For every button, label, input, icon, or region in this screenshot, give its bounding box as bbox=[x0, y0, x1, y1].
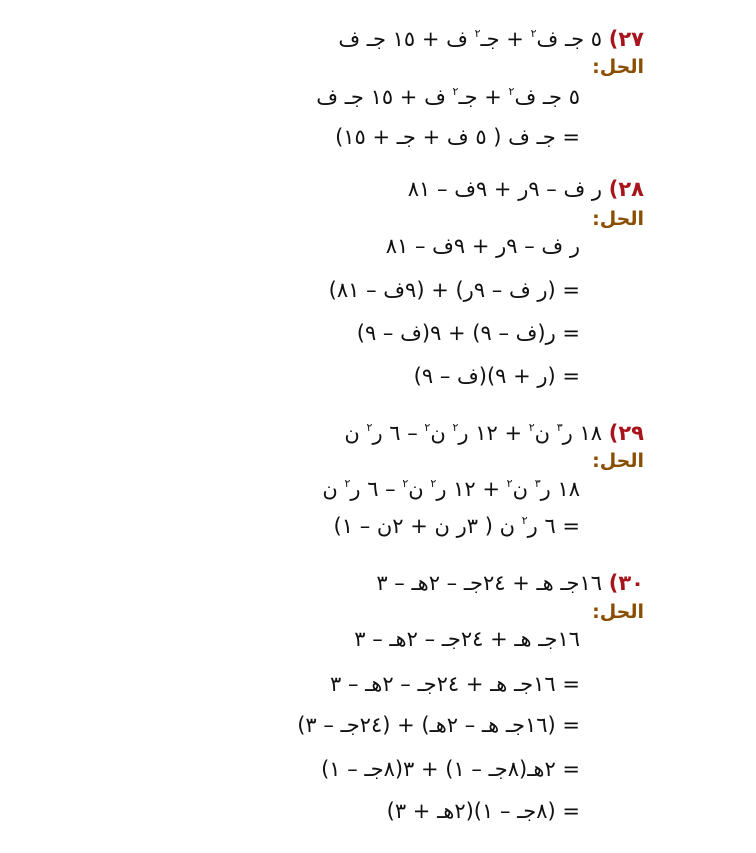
solution-step: = (ر ف – ٩ر) + (٩ف – ٨١) bbox=[328, 278, 580, 302]
solution-label: الحل: bbox=[592, 450, 644, 472]
solution-step: = (١٦جـ هـ – ٢هـ) + (٢٤جـ – ٣) bbox=[297, 713, 580, 737]
solution-step: = جـ ف ( ٥ ف + جـ + ١٥) bbox=[335, 125, 580, 149]
problem-expression: ر ف – ٩ر + ٩ف – ٨١ bbox=[407, 177, 603, 201]
solution-label: الحل: bbox=[592, 208, 644, 230]
problem-number: ٢٩) bbox=[608, 421, 644, 445]
solution-step: ر ف – ٩ر + ٩ف – ٨١ bbox=[385, 234, 580, 258]
problem-expression: ٥ جـ ف$^٢$ + جـ$^٢$ ف + ١٥ جـ ف bbox=[338, 27, 603, 51]
solution-step: = (٨جـ – ١)(٢هـ + ٣) bbox=[386, 799, 580, 823]
problem-27-statement bbox=[338, 26, 644, 52]
solution-step: = (ر + ٩)(ف – ٩) bbox=[413, 364, 580, 388]
problem-29-statement bbox=[344, 420, 644, 446]
problem-expression: ١٦جـ هـ + ٢٤جـ – ٢هـ – ٣ bbox=[376, 571, 603, 595]
problem-number: ٢٧) bbox=[608, 27, 644, 51]
problem-expression: ١٨ ر$^٣$ ن$^٢$ + ١٢ ر$^٢$ ن$^٢$ – ٦ ر$^٢$ ن bbox=[344, 421, 603, 445]
solution-step: = ٦ ر$^٢$ ن ( ٣ر ن + ٢ن – ١) bbox=[333, 514, 580, 538]
solution-step: = ر(ف – ٩) + ٩(ف – ٩) bbox=[356, 321, 580, 345]
solution-step: = ١٦جـ هـ + ٢٤جـ – ٢هـ – ٣ bbox=[329, 672, 580, 696]
solution-label: الحل: bbox=[592, 601, 644, 623]
solution-step: ١٨ ر$^٣$ ن$^٢$ + ١٢ ر$^٢$ ن$^٢$ – ٦ ر$^٢$ ن bbox=[322, 477, 580, 501]
problem-number: ٣٠) bbox=[608, 571, 644, 595]
problem-28-statement bbox=[408, 176, 644, 202]
solution-step: = ٢هـ(٨جـ – ١) + ٣(٨جـ – ١) bbox=[321, 757, 580, 781]
solution-step: ٥ جـ ف$^٢$ + جـ$^٢$ ف + ١٥ جـ ف bbox=[316, 85, 580, 109]
solution-step: ١٦جـ هـ + ٢٤جـ – ٢هـ – ٣ bbox=[354, 627, 580, 651]
problem-30-statement bbox=[376, 570, 644, 596]
solution-label: الحل: bbox=[592, 56, 644, 78]
problem-number: ٢٨) bbox=[608, 177, 644, 201]
